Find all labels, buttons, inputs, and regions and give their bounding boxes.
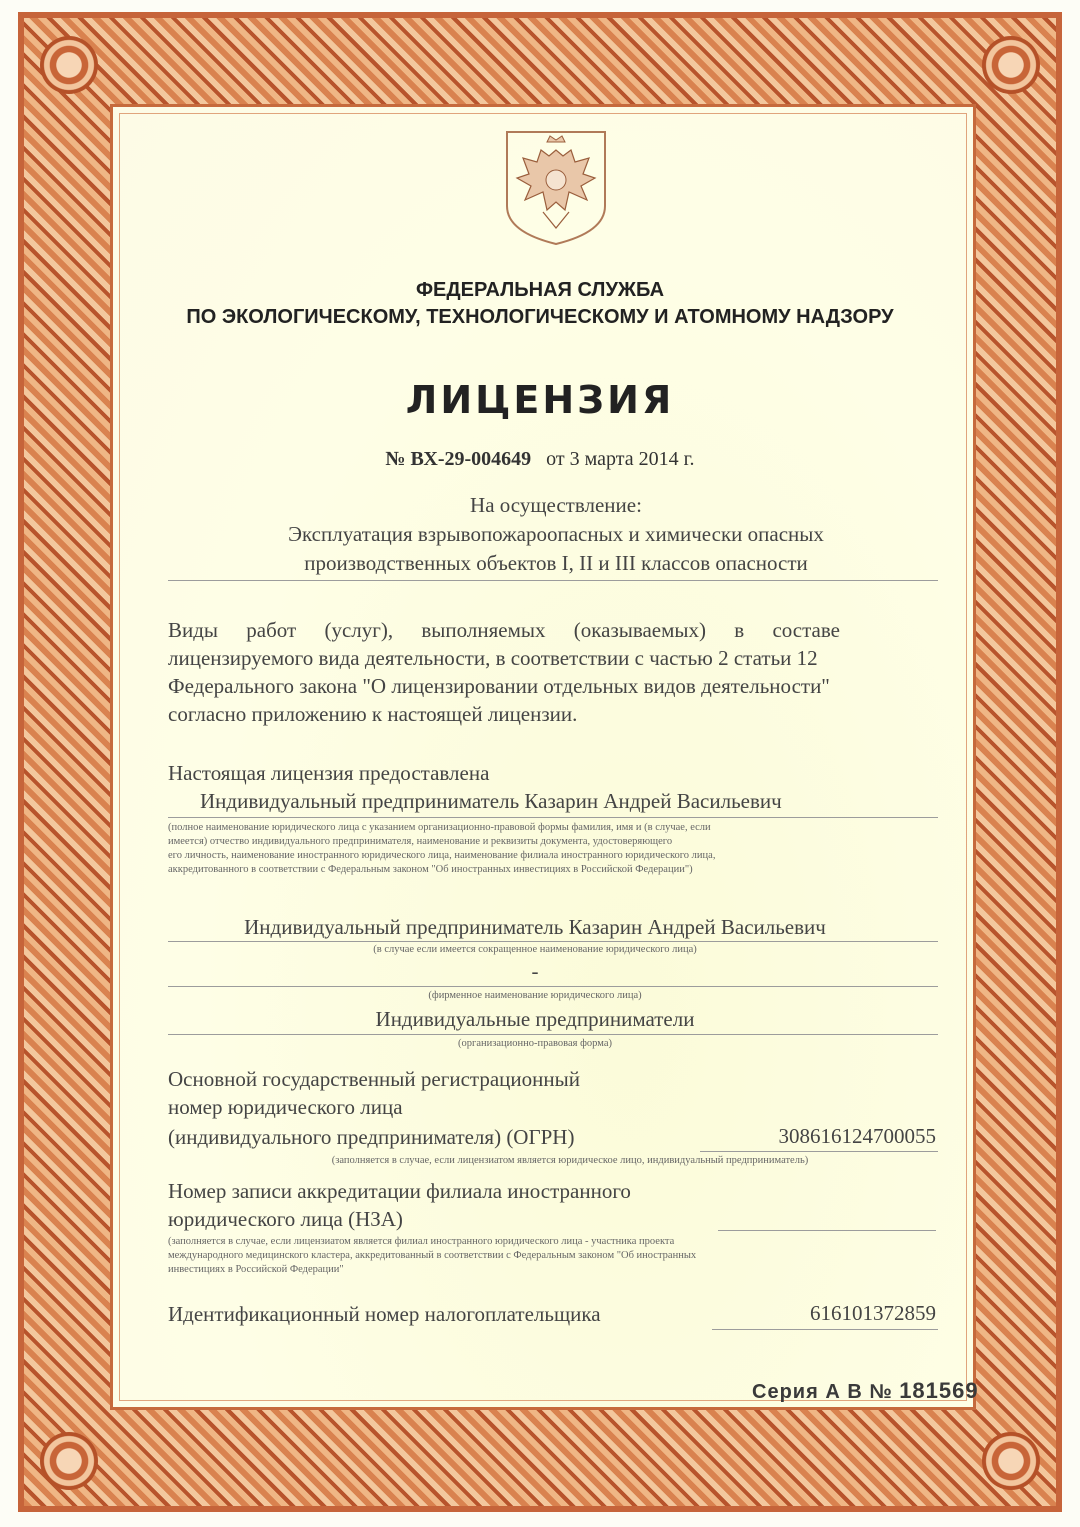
serial-number: 181569 (899, 1378, 979, 1403)
service-name-line2: ПО ЭКОЛОГИЧЕСКОМУ, ТЕХНОЛОГИЧЕСКОМУ И АТОМНОМУ НАДЗОРУ (186, 306, 894, 328)
holder-full-name: Индивидуальный предприниматель Казарин Андрей Васильевич (200, 789, 782, 813)
inn-value: 616101372859 (810, 1301, 936, 1325)
nza-hint (168, 1235, 938, 1277)
nza-label-line-1: Номер записи аккредитации филиала иностранного (168, 1179, 631, 1203)
full-name-hint-line: имеется) отчество индивидуального предпринимателя, наименование и реквизиты документа, удостоверяющего (168, 836, 673, 847)
ogrn-underline (700, 1151, 938, 1152)
works-line-3: Федерального закона "О лицензировании отдельных видов деятельности" (168, 674, 830, 698)
corner-ornament-bottom-left (40, 1432, 98, 1490)
full-name-hint (168, 821, 938, 877)
full-name-underline (168, 817, 938, 818)
corner-ornament-top-right (982, 36, 1040, 94)
ogrn-label-line-3: (индивидуального предпринимателя) (ОГРН) (168, 1125, 575, 1149)
full-name-hint-line: аккредитованного в соответствии с Федеральным законом "Об иностранных инвестициях в Российской Федерации") (168, 864, 693, 875)
inn-underline (712, 1329, 938, 1330)
brand-name: - (531, 959, 539, 983)
purpose-intro: На осуществление: (470, 493, 642, 517)
blank-serial (752, 1378, 979, 1404)
coat-of-arms-icon (503, 128, 609, 248)
nza-underline (718, 1230, 936, 1231)
document-title: ЛИЦЕНЗИЯ (405, 378, 675, 422)
purpose-line-1: Эксплуатация взрывопожароопасных и химически опасных (288, 522, 824, 546)
inn-label: Идентификационный номер налогоплательщика (168, 1302, 601, 1326)
nza-label-line-2: юридического лица (НЗА) (168, 1207, 403, 1231)
short-name-hint: (в случае если имеется сокращенное наименование юридического лица) (373, 944, 697, 955)
brand-name-hint: (фирменное наименование юридического лица) (428, 990, 642, 1001)
ogrn-value: 308616124700055 (778, 1124, 936, 1148)
purpose-underline (168, 580, 938, 581)
corner-ornament-bottom-right (982, 1432, 1040, 1490)
license-number-line (0, 448, 1080, 471)
serial-series: А В (825, 1381, 863, 1403)
short-name-underline (168, 941, 938, 942)
works-line-4: согласно приложению к настоящей лицензии. (168, 702, 578, 726)
holder-short-name: Индивидуальный предприниматель Казарин Андрей Васильевич (244, 915, 826, 939)
serial-label: Серия (752, 1381, 819, 1403)
nza-hint-line: (заполняется в случае, если лицензиатом является филиал иностранного юридического лица - участника проекта (168, 1236, 675, 1247)
legal-form-hint: (организационно-правовая форма) (458, 1038, 612, 1049)
serial-number-sign: № (869, 1381, 893, 1403)
ogrn-label-line-1: Основной государственный регистрационный (168, 1067, 580, 1091)
legal-form-underline (168, 1034, 938, 1035)
ogrn-hint: (заполняется в случае, если лицензиатом является юридическое лицо, индивидуальный предприниматель) (331, 1155, 809, 1166)
service-name-line1: ФЕДЕРАЛЬНАЯ СЛУЖБА (415, 279, 665, 301)
granted-label: Настоящая лицензия предоставлена (168, 761, 490, 785)
full-name-hint-line: его личность, наименование иностранного юридического лица, наименование филиала иностранного юридического лица, (168, 850, 716, 861)
works-line-1: Виды работ (услуг), выполняемых (оказываемых) в составе (168, 618, 840, 642)
license-date: от 3 марта 2014 г. (546, 448, 695, 470)
ogrn-label-line-2: номер юридического лица (168, 1095, 403, 1119)
brand-name-underline (168, 986, 938, 987)
purpose-line-2: производственных объектов I, II и III классов опасности (304, 551, 808, 575)
license-number: ВХ-29-004649 (410, 448, 532, 470)
legal-form: Индивидуальные предприниматели (375, 1007, 695, 1031)
corner-ornament-top-left (40, 36, 98, 94)
nza-hint-line: инвестициях в Российской Федерации" (168, 1264, 344, 1275)
full-name-hint-line: (полное наименование юридического лица с указанием организационно-правовой формы фамилия, имя и (в случае, если (168, 822, 711, 833)
nza-hint-line: международного медицинского кластера, аккредитованный в соответствии с Федеральным законом "Об иностранных (168, 1250, 697, 1261)
works-line-2: лицензируемого вида деятельности, в соответствии с частью 2 статьи 12 (168, 646, 818, 670)
number-sign: № (385, 448, 406, 470)
